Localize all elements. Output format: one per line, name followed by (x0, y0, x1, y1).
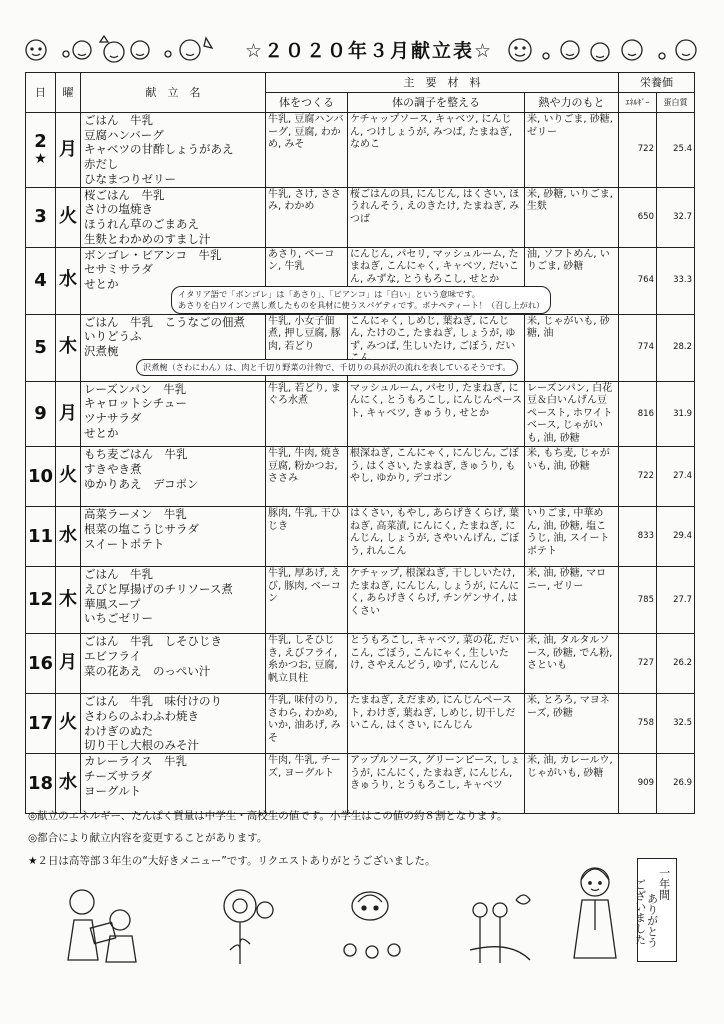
protein-value: 26.2 (657, 634, 695, 694)
day-value: 12 (27, 589, 54, 611)
ingredients-body: あさり, ベーコン, 牛乳 (266, 247, 348, 314)
energy-value: 722 (619, 113, 657, 188)
day-value: 9 (34, 402, 47, 424)
dish-name: 菜の花あえ のっぺい汁 (84, 663, 211, 678)
protein-value: 32.5 (657, 694, 695, 754)
ingredients-energy: 油, ソフトめん, いりごま, 砂糖 (525, 247, 619, 314)
dish-list (81, 567, 266, 634)
protein-value: 26.9 (657, 754, 695, 814)
header-energy-src: 熱や力のもと (525, 93, 619, 113)
menu-row (26, 507, 695, 567)
dish-note (171, 286, 551, 314)
weekday: 水 (56, 507, 81, 567)
header-day: 日 (26, 73, 56, 113)
weekday: 月 (56, 634, 81, 694)
ingredients-body: 牛乳, しそひじき, えびフライ, 糸かつお, 豆腐, 帆立貝柱 (266, 634, 348, 694)
ingredients-condition: こんにゃく, しめじ, 葉ねぎ, にんじん, たけのこ, たまねぎ, しょうが, ゆず, みつば, 生しいたけ, ごぼう, だい (348, 314, 525, 381)
dish-list (81, 694, 266, 754)
energy-value: 909 (619, 754, 657, 814)
day-number (26, 247, 56, 314)
protein-value: 29.4 (657, 507, 695, 567)
dish-name: 赤だし (84, 157, 119, 172)
dish-name: ごはん 牛乳 味付けのり (84, 694, 222, 709)
banner-text-2: ありがとう (645, 893, 659, 948)
bottom-illustrations (60, 880, 620, 970)
day-value: 18 (27, 772, 54, 794)
page-title: ☆２０２０年３月献立表☆ (245, 40, 494, 62)
ingredients-body: 牛乳, 豆腐ハンバーグ, 豆腐, わかめ, みそ (266, 113, 348, 188)
dish-name: ごはん 牛乳 (84, 113, 153, 127)
header-weekday: 曜 (56, 73, 81, 113)
day-number (26, 507, 56, 567)
banner-text-1: 一年間 (657, 867, 671, 900)
ingredients-condition: 根深ねぎ, こんにゃく, にんじん, ごぼう, はくさい, たまねぎ, きゅうり, もやし, ゆかり, デコポン (348, 447, 525, 507)
day-value: 10 (27, 465, 54, 487)
dish-name: 豆腐ハンバーグ (84, 127, 164, 142)
protein-value: 25.4 (657, 113, 695, 188)
ingredients-energy: レーズンパン, 白花豆＆白いんげん豆ペースト, ホワイトベース, じゃがいも, 油, 砂糖 (525, 381, 619, 447)
weekday: 木 (56, 567, 81, 634)
ingredients-energy: 米, 油, タルタルソース, 砂糖, でん粉, さといも (525, 634, 619, 694)
note-line: 沢煮椀（さわにわん）は、肉と千切り野菜の汁物で、千切りの具が沢の流れを表しているそうです。 (143, 361, 511, 372)
thank-you-banner (633, 858, 677, 962)
ingredients-energy: 米, 油, 砂糖, マロニー, ゼリー (525, 567, 619, 634)
menu-row (26, 567, 695, 634)
footer-note-1: ◎献立のエネルギー、たんぱく質量は中学生・高校生の値です。小学生はこの値の約８割となります。 (28, 810, 508, 822)
ingredients-body: 牛乳, 厚あげ, えび, 豚肉, ベーコン (266, 567, 348, 634)
header-energy: ｴﾈﾙｷﾞｰ (619, 93, 657, 113)
protein-value: 33.3 (657, 247, 695, 314)
dish-name: 華風スープ (84, 596, 141, 611)
dish-name: ごはん 牛乳 (84, 567, 153, 582)
weekday: 火 (56, 187, 81, 247)
day-value: 11 (27, 525, 54, 547)
page-header (20, 28, 710, 74)
dish-name: すきやき煮 (84, 461, 142, 476)
energy-value: 764 (619, 247, 657, 314)
note-line: あさりを白ワインで蒸し煮したものを具材に使うスパゲティです。ボナペティート！（召し上がれ） (178, 299, 545, 310)
menu-row (26, 314, 695, 381)
weekday: 月 (56, 381, 81, 447)
menu-row (26, 247, 695, 314)
dish-list (81, 634, 266, 694)
ingredients-condition: はくさい, もやし, あらげきくらげ, 葉ねぎ, 高菜漬, にんにく, たまねぎ, にんじん, しょうが, さやいんげん, ごぼう, れんこん (348, 507, 525, 567)
weekday: 水 (56, 247, 81, 314)
day-value: 4 (34, 269, 47, 291)
energy-value: 816 (619, 381, 657, 447)
menu-row (26, 113, 695, 188)
dish-list (81, 507, 266, 567)
ingredients-condition: ケチャップ, 根深ねぎ, 干ししいたけ, たまねぎ, にんじん, しょうが, にんにく, あらげきくらげ, チンゲンサイ, はくさい (348, 567, 525, 634)
day-number (26, 754, 56, 814)
dish-name: えびと厚揚げのチリソース煮 (84, 581, 233, 596)
header-menu: 献 立 名 (81, 73, 266, 113)
menu-row (26, 381, 695, 447)
dish-name: セサミサラダ (84, 262, 153, 277)
footer-note-3: ★２日は高等部３年生の“大好きメニュー”です。リクエストありがとうございました。 (28, 855, 436, 867)
protein-value: 32.7 (657, 187, 695, 247)
header-condition: 体の調子を整える (348, 93, 525, 113)
dish-name: 切り干し大根のみそ汁 (84, 738, 199, 753)
energy-value: 650 (619, 187, 657, 247)
protein-value: 27.7 (657, 567, 695, 634)
dish-name: いちごゼリー (84, 611, 153, 626)
girl-illustration (560, 862, 630, 962)
day-number (26, 187, 56, 247)
header-nutrition: 栄養価 (619, 73, 695, 93)
dish-name: ごはん 牛乳 こうなごの佃煮 (84, 314, 245, 329)
dish-name: ツナサラダ (84, 411, 142, 426)
protein-value: 27.4 (657, 447, 695, 507)
ingredients-energy: 米, 油, カレールウ, じゃがいも, 砂糖 (525, 754, 619, 814)
ingredients-condition: マッシュルーム, パセリ, たまねぎ, にんにく, とうもろこし, にんじんペースト, キャベツ, きゅうり, せとか (348, 381, 525, 447)
protein-value: 28.2 (657, 314, 695, 381)
ingredients-condition: たまねぎ, えだまめ, にんじんペースト, わけぎ, 葉ねぎ, しめじ, 切干しだいこん, はくさい, にんじん (348, 694, 525, 754)
dish-list (81, 447, 266, 507)
dish-name: ゆかりあえ デコポン (84, 476, 199, 491)
menu-row (26, 754, 695, 814)
ingredients-energy: 米, 砂糖, いりごま, 生麩 (525, 187, 619, 247)
ingredients-body: 牛肉, 牛乳, チーズ, ヨーグルト (266, 754, 348, 814)
day-number (26, 694, 56, 754)
dish-name: さわらのふわふわ焼き (84, 708, 199, 723)
dish-name: レーズンパン 牛乳 (84, 381, 187, 396)
ingredients-body: 牛乳, さけ, ささみ, わかめ (266, 187, 348, 247)
ingredients-energy: いりごま, 中華めん, 油, 砂糖, 塩こうじ, 油, スイートポテト (525, 507, 619, 567)
menu-row (26, 634, 695, 694)
dish-name: わけぎのぬた (84, 723, 153, 738)
note-line: イタリア語で「ボンゴレ」は「あさり」、「ビアンコ」は「白い」という意味です。 (178, 288, 480, 299)
ingredients-condition: とうもろこし, キャベツ, 菜の花, だいこん, ごぼう, こんにゃく, 生しいたけ, さやえんどう, ゆず, にんじん (348, 634, 525, 694)
dish-name: 生麩とわかめのすまし汁 (84, 231, 211, 246)
kids-illustration-right (500, 28, 710, 72)
star-mark: ★ (34, 151, 47, 167)
dish-list (81, 187, 266, 247)
dish-name: キャロットシチュー (84, 396, 187, 411)
dish-name: 高菜ラーメン 牛乳 (84, 507, 187, 522)
day-number (26, 113, 56, 188)
ingredients-condition: にんじん, パセリ, マッシュルーム, たまねぎ, こんにゃく, キャベツ, だいこん, みずな, とうもろこし, せとか (348, 247, 525, 314)
energy-value: 758 (619, 694, 657, 754)
header-body: 体をつくる (266, 93, 348, 113)
energy-value: 722 (619, 447, 657, 507)
ingredients-energy: 米, じゃがいも, 砂糖, 油 (525, 314, 619, 381)
dish-note (136, 359, 518, 376)
ingredients-energy: 米, とろろ, マヨネーズ, 砂糖 (525, 694, 619, 754)
dish-name: さけの塩焼き (84, 202, 153, 217)
dish-name: ほうれん草のごまあえ (84, 217, 199, 232)
banner-text-3: ございました (633, 879, 647, 945)
dish-name: カレーライス 牛乳 (84, 754, 188, 769)
dish-name: せとか (84, 277, 119, 292)
dish-list (81, 381, 266, 447)
protein-value: 31.9 (657, 381, 695, 447)
dish-name: 桜ごはん 牛乳 (84, 187, 165, 202)
ingredients-body: 牛乳, 小女子佃煮, 押し豆腐, 豚肉, 若どり (266, 314, 348, 381)
dish-name: スイートポテト (84, 536, 165, 551)
day-value: 5 (34, 336, 47, 358)
energy-value: 785 (619, 567, 657, 634)
dish-list (81, 113, 266, 188)
energy-value: 727 (619, 634, 657, 694)
ingredients-body: 牛乳, 味付のり, さわら, わかめ, いか, 油あげ, みそ (266, 694, 348, 754)
dish-name: 沢煮椀 (84, 344, 119, 359)
menu-table (25, 72, 695, 814)
dish-name: せとか (84, 425, 119, 440)
ingredients-energy: 米, もち麦, じゃがいも, 油, 砂糖 (525, 447, 619, 507)
dish-name: 根菜の塩こうじサラダ (84, 521, 199, 536)
weekday: 木 (56, 314, 81, 381)
ingredients-energy: 米, いりごま, 砂糖, ゼリー (525, 113, 619, 188)
ingredients-body: 牛乳, 若どり, まぐろ水煮 (266, 381, 348, 447)
weekday: 火 (56, 447, 81, 507)
menu-row (26, 187, 695, 247)
ingredients-condition: アップルソース, グリーンピース, しょうが, にんにく, たまねぎ, にんじん, きゅうり, とうもろこし, キャベツ (348, 754, 525, 814)
dish-name: ヨーグルト (84, 783, 142, 798)
dish-name: いりどうふ (84, 329, 142, 344)
dish-name: もち麦ごはん 牛乳 (84, 447, 188, 462)
ingredients-body: 豚肉, 牛乳, 干ひじき (266, 507, 348, 567)
energy-value: 774 (619, 314, 657, 381)
dish-name: エビフライ (84, 648, 142, 663)
day-value: 2 (34, 131, 47, 153)
day-number (26, 634, 56, 694)
energy-value: 833 (619, 507, 657, 567)
dish-name: チーズサラダ (84, 768, 153, 783)
weekday: 火 (56, 694, 81, 754)
dish-list (81, 754, 266, 814)
ingredients-body: 牛乳, 牛肉, 焼き豆腐, 粉かつお, ささみ (266, 447, 348, 507)
weekday: 水 (56, 754, 81, 814)
dish-name: ごはん 牛乳 しそひじき (84, 634, 222, 649)
day-value: 17 (27, 712, 54, 734)
dish-name: ボンゴレ・ビアンコ 牛乳 (84, 247, 222, 262)
footer-note-2: ◎都合により献立内容を変更することがあります。 (28, 832, 268, 844)
day-value: 3 (34, 206, 47, 228)
day-number (26, 567, 56, 634)
dish-name: ひなまつりゼリー (84, 171, 176, 186)
day-number (26, 447, 56, 507)
header-protein: 蛋白質 (657, 93, 695, 113)
header-ingredients: 主 要 材 料 (266, 73, 619, 93)
day-number (26, 381, 56, 447)
ingredients-condition: ケチャップソース, キャベツ, にんじん, つけしょうが, みつば, たまねぎ, なめこ (348, 113, 525, 188)
menu-row (26, 694, 695, 754)
kids-illustration-left (20, 28, 220, 72)
dish-name: キャベツの甘酢しょうがあえ (84, 142, 234, 157)
day-value: 16 (27, 652, 54, 674)
ingredients-condition: 桜ごはんの具, にんじん, はくさい, ほうれんそう, えのきたけ, たまねぎ, みつば (348, 187, 525, 247)
menu-row (26, 447, 695, 507)
day-number (26, 314, 56, 381)
weekday: 月 (56, 113, 81, 188)
